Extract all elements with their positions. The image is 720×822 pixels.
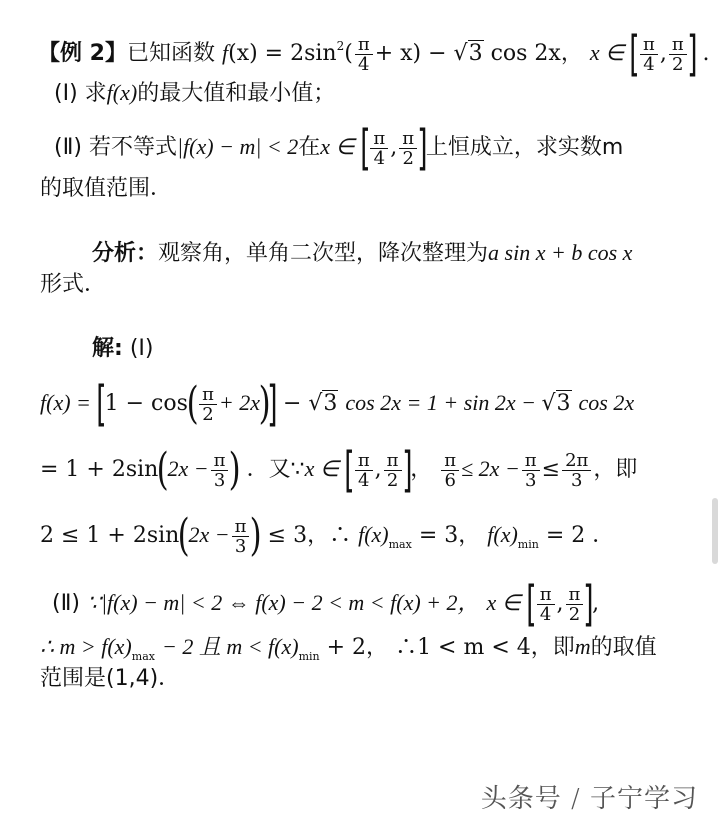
cos2x: cos 2x <box>490 41 561 66</box>
solution-label: 解: <box>92 336 123 361</box>
example-intro: 已知函数 <box>126 41 215 66</box>
part2-number: (Ⅱ) <box>54 135 82 160</box>
solution-header: 解: (Ⅰ) <box>92 336 154 361</box>
square-exp: 2 <box>336 39 345 53</box>
solution-line6: 范围是(1,4)． <box>40 666 181 691</box>
solution-line3: 2 ≤ 1 + 2sin(2x − $\frac{\pi}{3}$ ) ≤ 3，∴ $f(x)_{max} = 3$， $f(x)_{min} = 2$ ． <box>40 510 615 561</box>
analysis-expr: a sin x + b cos x <box>488 240 633 265</box>
solution-line4: (Ⅱ) ∵|f(x) − m| < 2 ⇔ f(x) − 2 < m < f(x) + 2， x ∈ [ $\frac{\pi}{4}$ , $\frac{\pi}{2}$ ], <box>52 576 600 632</box>
example-line: 【例 2】已知函数 $f(x) = 2\sin^2$( $\frac{\pi}{4}$ + x) − √3 cos 2x， x ∈ [ $\frac{\pi}{4}$ , $\frac{\pi}{2}$ ] . <box>38 26 710 82</box>
sqrt3: 3 <box>468 41 483 66</box>
open-paren: ( <box>344 41 353 66</box>
abs-inequality: |f(x) − m| < 2 <box>177 134 299 159</box>
plus-x: + x) − <box>374 41 454 66</box>
part1-fx: f(x) <box>106 80 138 105</box>
solution-line2: = 1 + 2sin(2x − $\frac{\pi}{3}$ ) ．又∵x ∈ [ $\frac{\pi}{4}$ , $\frac{\pi}{2}$ ]， $\frac{\pi}{6}$ ≤ 2x − $\frac{\pi}{3}$ ≤ $\frac{2\pi}{3}$ ，即 <box>40 442 638 498</box>
part2-line2: 的取值范围． <box>40 176 173 201</box>
solution-line1: f(x) = [1 − cos( $\frac{\pi}{2}$ + 2x)] − √3 cos 2x = 1 + sin 2x − √3 cos 2x <box>40 376 635 432</box>
x-in: x ∈ <box>589 40 625 65</box>
pi-over-4: $\frac{\pi}{4}$ <box>355 35 373 74</box>
analysis-line2: 形式． <box>40 272 107 297</box>
analysis-line: 分析：观察角，单角二次型，降次整理为a sin x + b cos x <box>92 240 633 266</box>
bracket-close: ] <box>686 26 698 82</box>
bracket-open: [ <box>629 26 640 82</box>
part1-number: (Ⅰ) <box>54 81 78 106</box>
analysis-label: 分析： <box>92 241 159 266</box>
example-label: 【例 2】 <box>38 41 127 66</box>
watermark: 头条号 / 子宁学习 <box>480 784 698 814</box>
solution-line5: ∴ $m > f(x)_{max} - 2$ 且 $m < f(x)_{min} + 2$， ∴1 < m < 4，即m的取值 <box>40 634 657 663</box>
func-body: (x) = 2sin <box>228 41 337 66</box>
part2-line: (Ⅱ) 若不等式|f(x) − m| < 2在x ∈ [ $\frac{\pi}{4}$ , $\frac{\pi}{2}$ ]上恒成立，求实数m <box>54 120 624 176</box>
part1-line: (Ⅰ) 求f(x)的最大值和最小值； <box>54 80 336 106</box>
scrollbar-thumb[interactable] <box>712 498 718 564</box>
func-name: f <box>221 40 229 65</box>
